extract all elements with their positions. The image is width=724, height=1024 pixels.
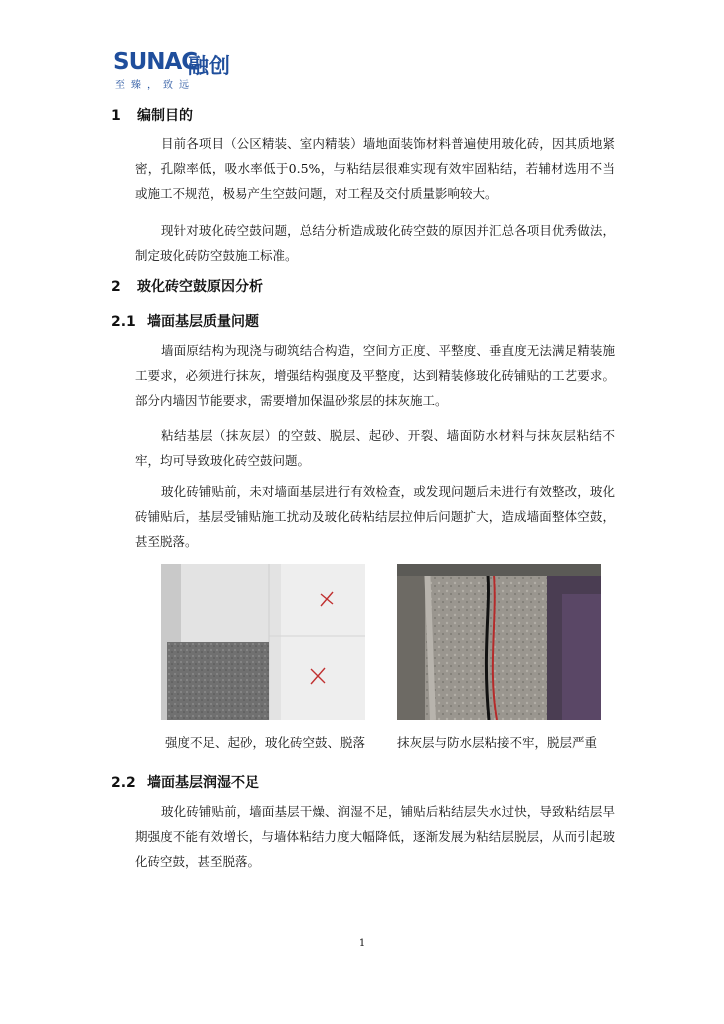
photo-plaster-delamination bbox=[397, 564, 601, 720]
section-2-heading bbox=[111, 276, 263, 296]
paragraph: 目前各项目（公区精装、室内精装）墙地面装饰材料普遍使用玻化砖，因其质地紧密，孔隙率低，吸水率低于0.5%，与粘结层很难实现有效牢固粘结，若辅材选用不当或施工不规范，极易产生空鼓问题，对工程及交付质量影响较大。 bbox=[135, 136, 615, 201]
paragraph: 玻化砖铺贴前，未对墙面基层进行有效检查，或发现问题后未进行有效整改，玻化砖铺贴后，基层受铺贴施工扰动及玻化砖粘结层拉伸后问题扩大，造成墙面整体空鼓，甚至脱落。 bbox=[135, 484, 615, 549]
photo-caption-right: 抹灰层与防水层粘接不牢，脱层严重 bbox=[397, 735, 598, 750]
paragraph: 墙面原结构为现浇与砌筑结合构造，空间方正度、平整度、垂直度无法满足精装施工要求，必须进行抹灰，增强结构强度及平整度，达到精装修玻化砖铺贴的工艺要求。部分内墙因节能要求，需要增加保温砂浆层的抹灰施工。 bbox=[135, 343, 615, 408]
section-1-heading bbox=[111, 105, 193, 125]
paragraph: 玻化砖铺贴前，墙面基层干燥、润湿不足，铺贴后粘结层失水过快，导致粘结层早期强度不能有效增长，与墙体粘结力度大幅降低，逐渐发展为粘结层脱层，从而引起玻化砖空鼓，甚至脱落。 bbox=[135, 804, 615, 869]
page-number: 1 bbox=[358, 938, 366, 949]
photo-hollow-tile bbox=[161, 564, 365, 720]
section-2-1-heading bbox=[111, 311, 259, 331]
section-title: 墙面基层质量问题 bbox=[147, 314, 259, 330]
photo-caption-left: 强度不足、起砂，玻化砖空鼓、脱落 bbox=[165, 735, 366, 750]
logo-slogan: 至臻，致远 bbox=[115, 80, 195, 91]
section-number: 2.2 bbox=[111, 775, 136, 791]
paragraph: 粘结基层（抹灰层）的空鼓、脱层、起砂、开裂、墙面防水材料与抹灰层粘结不牢，均可导致玻化砖空鼓问题。 bbox=[135, 428, 615, 468]
section-title: 编制目的 bbox=[137, 108, 193, 124]
section-number: 2.1 bbox=[111, 314, 136, 330]
sunac-logo bbox=[113, 49, 253, 89]
logo-cn-text: 融创 bbox=[188, 54, 230, 78]
section-number: 2 bbox=[111, 279, 121, 295]
section-2-2-heading bbox=[111, 772, 259, 792]
section-title: 玻化砖空鼓原因分析 bbox=[137, 279, 263, 295]
paragraph: 现针对玻化砖空鼓问题，总结分析造成玻化砖空鼓的原因并汇总各项目优秀做法，制定玻化砖防空鼓施工标准。 bbox=[135, 223, 615, 263]
section-number: 1 bbox=[111, 108, 121, 124]
logo-en-text: SUNAC bbox=[113, 49, 198, 75]
section-title: 墙面基层润湿不足 bbox=[147, 775, 259, 791]
